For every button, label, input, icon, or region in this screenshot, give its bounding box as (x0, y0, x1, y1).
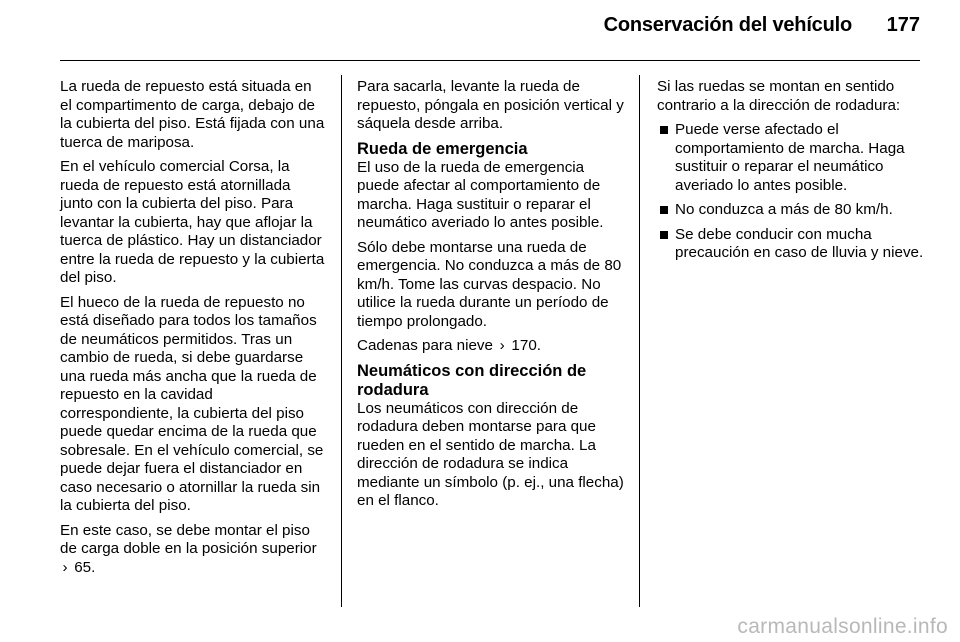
paragraph-snow-chains (357, 337, 625, 356)
paragraph-wrong-direction: Si las ruedas se montan en sentido contrario a la dirección de rodadura: (657, 78, 901, 114)
list-item-text: Puede verse afectado el comportamiento de marcha. Haga sustituir o reparar el neumático averiado lo antes posible. (675, 121, 905, 194)
column-divider-1 (341, 75, 342, 607)
cross-reference-arrow-icon[interactable]: › (62, 558, 68, 576)
paragraph-spare-wheel-location: La rueda de repuesto está situada en el compartimento de carga, debajo de la cubierta del piso. Está fijada con una tuerca de mariposa. (60, 78, 325, 151)
list-item (657, 121, 925, 195)
column-1 (60, 78, 326, 583)
heading-emergency-wheel: Rueda de emergencia (357, 139, 528, 158)
heading-directional-tyres: Neumáticos con dirección de rodadura (357, 361, 587, 399)
paragraph-emergency-wheel-use: El uso de la rueda de emergencia puede afectar al comportamiento de marcha. Haga sustituir o reparar el neumático averiado lo antes posible. (357, 158, 604, 231)
paragraph-load-floor-text: En este caso, se debe montar el piso de carga doble en la posición superior (60, 521, 317, 557)
bullet-list (657, 121, 925, 263)
column-3 (657, 78, 925, 269)
watermark: carmanualsonline.info (737, 615, 948, 638)
square-bullet-icon (660, 206, 668, 214)
page-reference[interactable]: 170. (511, 337, 541, 354)
paragraph-spare-wheel-well: El hueco de la rueda de repuesto no está diseñado para todos los tamaños de neumáticos permitidos. Tras un cambio de rueda, si debe guardarse una rueda más ancha que la rueda de repuesto en la cavidad correspondiente, la cubierta del piso puede quedar encima de la rueda que sobresale. En el vehículo comercial, se puede dejar fuera el distanciador en caso necesario o atornillar la rueda sin la cubierta del piso. (60, 293, 324, 514)
square-bullet-icon (660, 126, 668, 134)
list-item-text: Se debe conducir con mucha precaución en caso de lluvia y nieve. (675, 225, 924, 261)
list-item (657, 226, 925, 263)
paragraph-emergency-wheel-limits: Sólo debe montarse una rueda de emergencia. No conduzca a más de 80 km/h. Tome las curvas despacio. No utilice la rueda durante un período de tiempo prolongado. (357, 238, 622, 330)
paragraph-load-floor (60, 522, 326, 578)
paragraph-directional-tyres: Los neumáticos con dirección de rodadura deben montarse para que rueden en el sentido de marcha. La dirección de rodadura se indica mediante un símbolo (p. ej., una flecha) en el flanco. (357, 399, 624, 509)
column-2 (357, 78, 625, 517)
page-title: Conservación del vehículo (603, 14, 852, 36)
page-number: 177 (886, 14, 920, 36)
column-divider-2 (639, 75, 640, 607)
paragraph-removal: Para sacarla, levante la rueda de repuesto, póngala en posición vertical y sáquela desde arriba. (357, 78, 624, 132)
list-item (657, 201, 925, 220)
list-item-text: No conduzca a más de 80 km/h. (675, 201, 893, 218)
paragraph-commercial-vehicle: En el vehículo comercial Corsa, la rueda de repuesto está atornillada junto con la cubierta del piso. Para levantar la cubierta, hay que aflojar la tuerca de plástico. Hay un distanciador entre la rueda de repuesto y la cubierta del piso. (60, 158, 325, 286)
cross-reference-arrow-icon[interactable]: › (499, 337, 505, 354)
page-reference[interactable]: 65. (74, 558, 96, 576)
header-divider (60, 60, 920, 61)
square-bullet-icon (660, 231, 668, 239)
snow-chains-text: Cadenas para nieve (357, 337, 493, 354)
